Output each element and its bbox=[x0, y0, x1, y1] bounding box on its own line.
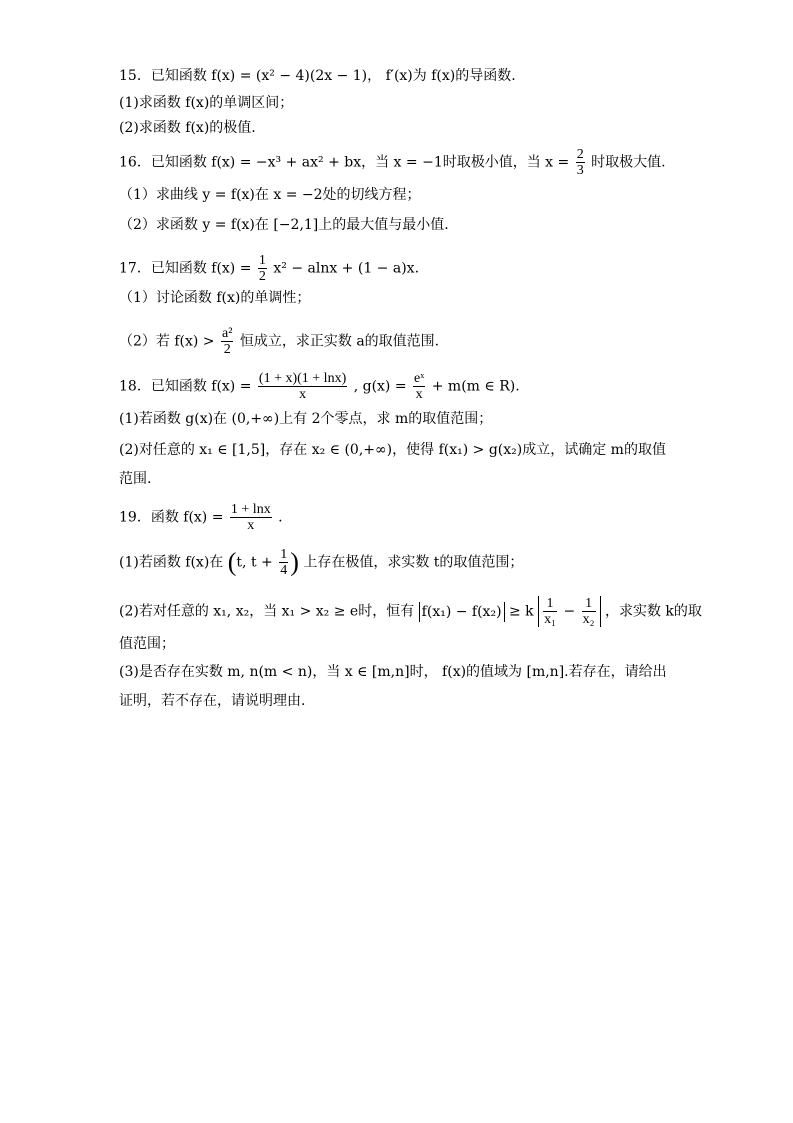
problem-17-q2 bbox=[119, 326, 439, 357]
problem-15-text: 15．已知函数 f(x) = (x² − 4)(2x − 1)， f′(x)为 f(x)的导函数. bbox=[119, 68, 516, 84]
fraction-numerator: (1 + x)(1 + lnx) bbox=[258, 371, 347, 386]
interval-text: t, t + bbox=[236, 554, 273, 571]
absolute-value-reciprocal bbox=[538, 596, 600, 627]
problem-18-q1-text: (1)若函数 g(x)在 (0,+∞)上有 2个零点，求 m的取值范围； bbox=[119, 411, 493, 427]
fraction-numerator: 1 bbox=[543, 596, 557, 612]
fraction-one-half bbox=[258, 253, 267, 284]
problem-18-q2 bbox=[119, 440, 666, 460]
problem-18-q2-cont bbox=[119, 469, 151, 489]
fraction-denominator: x₂ bbox=[582, 612, 595, 627]
abs-content: f(x₁) − f(x₂) bbox=[421, 603, 502, 620]
absolute-value-difference bbox=[419, 602, 505, 622]
problem-15-stem bbox=[119, 66, 516, 86]
problem-19-q1 bbox=[119, 547, 523, 578]
fraction-denominator: 3 bbox=[576, 163, 584, 178]
fraction-numerator: 1 + lnx bbox=[230, 502, 271, 517]
problem-18-q2-text-cont: 范围. bbox=[119, 471, 152, 487]
fraction-one-over-x2 bbox=[582, 596, 596, 627]
problem-19-q3-text-cont: 证明，若不存在，请说明理由. bbox=[119, 693, 306, 709]
problem-18-q1 bbox=[119, 409, 492, 429]
fraction-numerator: 1 bbox=[582, 596, 596, 612]
problem-19-q2-text-b: ，求实数 k的取 bbox=[604, 603, 702, 620]
fraction-f-definition bbox=[230, 502, 272, 533]
left-paren: ( bbox=[227, 547, 237, 577]
fraction-one-quarter bbox=[279, 547, 288, 578]
problem-16-q1-text: （1）求曲线 y = f(x)在 x = −2处的切线方程； bbox=[119, 187, 421, 203]
problem-19-q1-text-b: 上存在极值，求实数 t的取值范围； bbox=[303, 554, 524, 571]
problem-16-q1 bbox=[119, 185, 421, 205]
problem-15-q2-text: (2)求函数 f(x)的极值. bbox=[119, 120, 256, 136]
problem-19-q2-text-cont: 值范围； bbox=[119, 636, 175, 652]
problem-16-text-b: 时取极大值. bbox=[591, 154, 666, 171]
fraction-numerator: 1 bbox=[280, 547, 288, 562]
problem-17-text-b: x² − alnx + (1 − a)x. bbox=[273, 260, 420, 277]
problem-16-stem bbox=[119, 147, 666, 178]
problem-18-text-a: 18．已知函数 f(x) = bbox=[119, 378, 252, 395]
fraction-a-squared-over-two bbox=[221, 326, 233, 357]
fraction-f-definition bbox=[258, 371, 347, 402]
problem-19-stem bbox=[119, 502, 283, 533]
fraction-numerator: a² bbox=[222, 326, 233, 341]
fraction-two-thirds bbox=[576, 147, 585, 178]
problem-19-q2 bbox=[119, 596, 702, 627]
inequality-text: ≥ k bbox=[508, 603, 534, 620]
problem-15-q2 bbox=[119, 118, 256, 138]
fraction-denominator: 2 bbox=[258, 269, 266, 284]
problem-16-q2 bbox=[119, 215, 449, 235]
fraction-denominator: x₁ bbox=[544, 612, 556, 627]
problem-17-q2-text-b: 恒成立，求正实数 a的取值范围. bbox=[239, 333, 440, 350]
right-paren: ) bbox=[290, 547, 299, 577]
fraction-denominator: x bbox=[415, 387, 423, 402]
fraction-numerator: 1 bbox=[258, 253, 266, 268]
problem-18-text-c: + m(m ∈ R). bbox=[431, 378, 520, 395]
fraction-denominator: x bbox=[299, 387, 307, 402]
fraction-denominator: 4 bbox=[280, 563, 288, 578]
fraction-numerator: 2 bbox=[576, 147, 584, 162]
fraction-g-definition bbox=[413, 371, 425, 402]
problem-18-text-b: , g(x) = bbox=[353, 378, 407, 395]
problem-19-q3-text: (3)是否存在实数 m, n(m < n)，当 x ∈ [m,n]时， f(x)的值域为 [m,n].若存在，请给出 bbox=[119, 664, 667, 680]
problem-18-stem bbox=[119, 371, 520, 402]
fraction-one-over-x1 bbox=[543, 596, 557, 627]
problem-17-q2-text-a: （2）若 f(x) > bbox=[119, 333, 215, 350]
problem-19-q2-cont bbox=[119, 634, 175, 654]
minus-sign: − bbox=[563, 603, 576, 620]
problem-18-q2-text: (2)对任意的 x₁ ∈ [1,5]，存在 x₂ ∈ (0,+∞)，使得 f(x₁) > g(x₂)成立，试确定 m的取值 bbox=[119, 442, 666, 458]
fraction-numerator: eˣ bbox=[414, 371, 425, 386]
problem-19-text-b: . bbox=[278, 509, 283, 526]
problem-19-q3 bbox=[119, 662, 667, 682]
problem-17-text-a: 17．已知函数 f(x) = bbox=[119, 260, 252, 277]
fraction-denominator: x bbox=[247, 518, 255, 533]
problem-19-q2-text-a: (2)若对任意的 x₁, x₂，当 x₁ > x₂ ≥ e时，恒有 bbox=[119, 603, 415, 620]
problem-19-q3-cont bbox=[119, 691, 305, 711]
problem-17-stem bbox=[119, 253, 419, 284]
problem-17-q1-text: （1）讨论函数 f(x)的单调性； bbox=[119, 290, 311, 306]
problem-16-q2-text: （2）求函数 y = f(x)在 [−2,1]上的最大值与最小值. bbox=[119, 217, 449, 233]
problem-19-q1-text-a: (1)若函数 f(x)在 bbox=[119, 554, 224, 571]
problem-15-q1-text: (1)求函数 f(x)的单调区间； bbox=[119, 95, 294, 111]
problem-17-q1 bbox=[119, 288, 310, 308]
problem-16-text-a: 16．已知函数 f(x) = −x³ + ax² + bx，当 x = −1时取极小值，当 x = bbox=[119, 154, 570, 171]
problem-19-text-a: 19．函数 f(x) = bbox=[119, 509, 224, 526]
fraction-denominator: 2 bbox=[223, 342, 231, 357]
problem-15-q1 bbox=[119, 93, 293, 113]
